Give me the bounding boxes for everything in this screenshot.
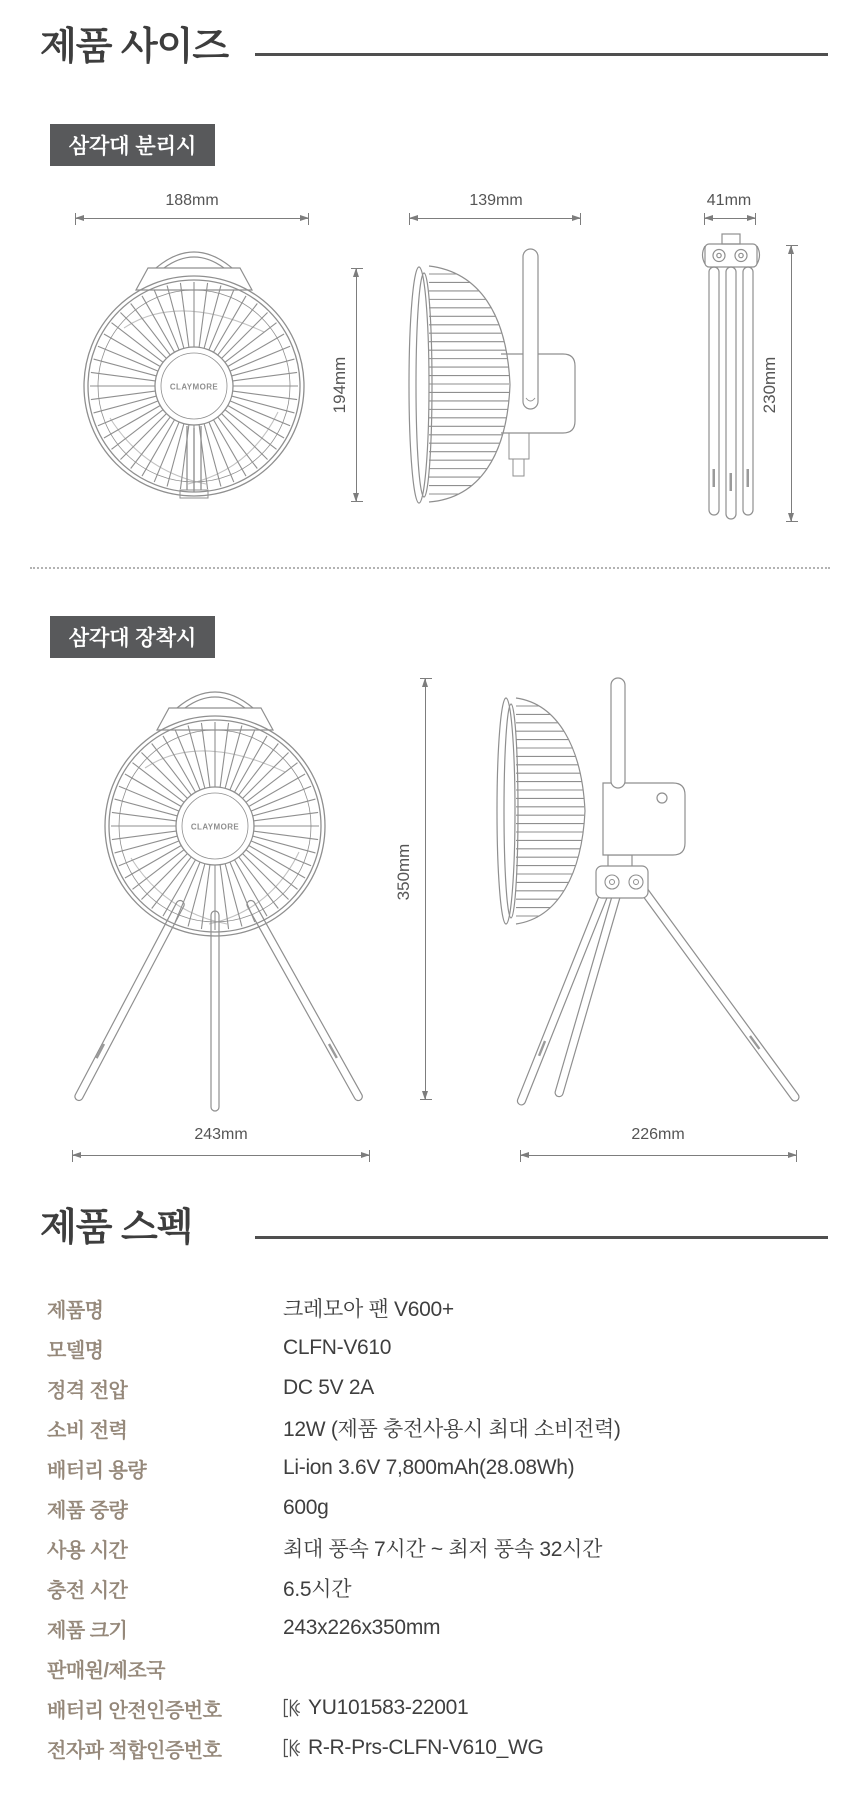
dim-body-height: 194mm — [330, 356, 349, 414]
kc-mark-icon — [283, 1698, 301, 1718]
fan-hub-logo: CLAYMORE — [190, 822, 240, 832]
fan-front-view-drawing — [78, 240, 310, 506]
badge-tripod-detached: 삼각대 분리시 — [50, 124, 215, 166]
fan-side-tripod-drawing — [490, 676, 810, 1116]
spec-row-rated-voltage: 정격 전압 DC 5V 2A — [47, 1376, 374, 1402]
dim-mounted-front-width: 243mm — [194, 1126, 248, 1143]
dim-line-body-height — [356, 268, 357, 502]
tripod-folded-drawing — [700, 233, 762, 525]
dim-line-mounted-front-width — [72, 1155, 370, 1156]
dim-folded-width: 41mm — [706, 192, 752, 209]
dim-line-folded-width — [704, 218, 756, 219]
title-rule-spec — [255, 1236, 828, 1239]
spec-row-usage-time: 사용 시간 최대 풍속 7시간 ~ 최저 풍속 32시간 — [47, 1538, 603, 1562]
spec-row-model-name: 모델명 CLFN-V610 — [47, 1336, 392, 1362]
spec-row-battery-cert: 배터리 안전인증번호 YU101583-22001 — [47, 1696, 469, 1722]
dim-mounted-side-width: 226mm — [631, 1126, 685, 1143]
spec-row-weight: 제품 중량 600g — [47, 1496, 329, 1522]
spec-row-battery-capacity: 배터리 용량 Li-ion 3.6V 7,800mAh(28.08Wh) — [47, 1456, 575, 1482]
spec-row-power-consumption: 소비 전력 12W (제품 충전사용시 최대 소비전력) — [47, 1418, 621, 1442]
fan-hub-logo: CLAYMORE — [169, 382, 219, 392]
dim-front-width: 188mm — [165, 192, 219, 209]
dim-folded-height: 230mm — [760, 356, 779, 414]
page-title-size: 제품 사이즈 — [40, 26, 229, 68]
fan-front-tripod-drawing — [60, 676, 372, 1118]
badge-tripod-mounted: 삼각대 장착시 — [50, 616, 215, 658]
dim-side-depth: 139mm — [469, 192, 523, 209]
spec-table — [47, 1288, 827, 1768]
fan-side-view-drawing — [405, 248, 585, 506]
spec-row-emc-cert: 전자파 적합인증번호 R-R-Prs-CLFN-V610_WG — [47, 1736, 544, 1762]
dim-line-mounted-side-width — [520, 1155, 797, 1156]
spec-row-size: 제품 크기 243x226x350mm — [47, 1616, 441, 1642]
dim-line-side-depth — [409, 218, 581, 219]
kc-mark-icon — [283, 1738, 301, 1758]
spec-row-charge-time: 충전 시간 6.5시간 — [47, 1578, 352, 1602]
dim-line-front-width — [75, 218, 309, 219]
spec-row-product-name: 제품명 크레모아 팬 V600+ — [47, 1298, 454, 1322]
dim-line-folded-height — [791, 245, 792, 522]
spec-row-seller-origin: 판매원/제조국 — [47, 1659, 165, 1682]
page-title-spec: 제품 스펙 — [40, 1207, 193, 1249]
dim-line-mounted-height — [425, 678, 426, 1100]
title-rule — [255, 53, 828, 56]
dotted-divider — [30, 567, 830, 569]
dim-mounted-height: 350mm — [394, 843, 413, 901]
